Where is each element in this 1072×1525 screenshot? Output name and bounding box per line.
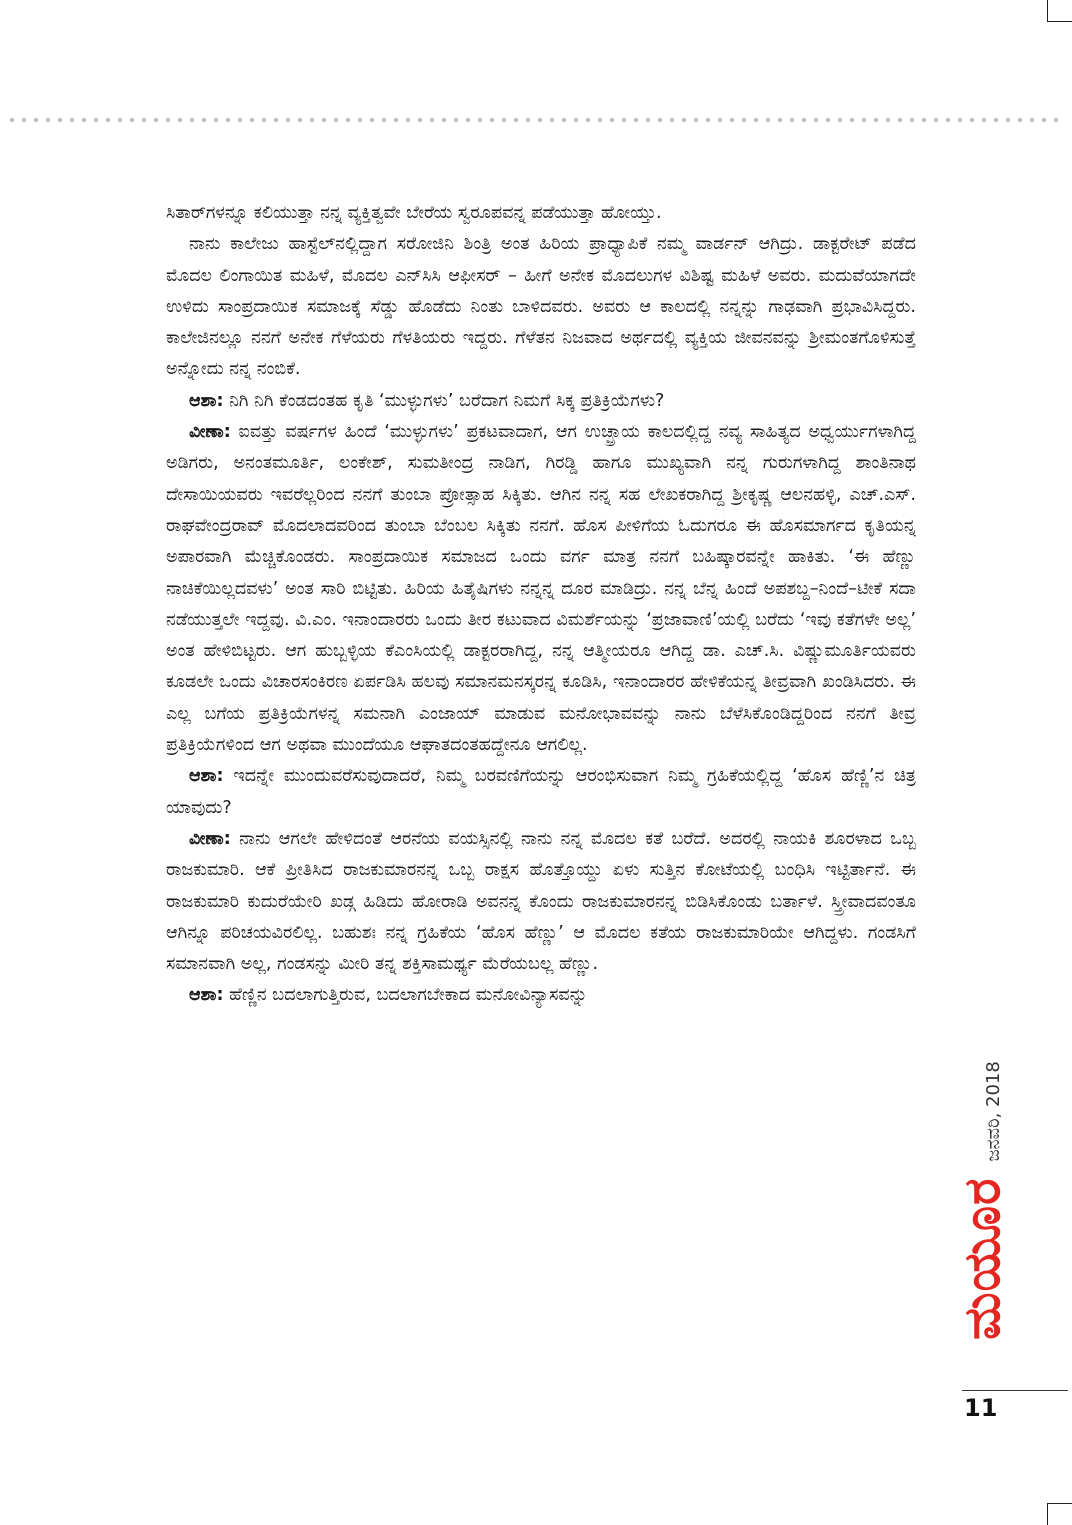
page-number-rule: [962, 1390, 1068, 1391]
magazine-sidebar: [953, 1061, 1012, 1340]
paragraph-text: ಸಿತಾರ್‌ಗಳನ್ನೂ ಕಲಿಯುತ್ತಾ ನನ್ನ ವ್ಯಕ್ತಿತ್ವವೇ ಬೇರೆಯ ಸ್ವರೂಪವನ್ನ ಪಡೆಯುತ್ತಾ ಹೋಯ್ತು.: [166, 203, 662, 223]
speaker-label: ಆಶಾ:: [189, 766, 224, 787]
question-paragraph: [166, 386, 916, 417]
article-body: [166, 198, 916, 1012]
answer-paragraph: [166, 417, 916, 761]
answer-paragraph: [166, 824, 916, 980]
speaker-label: ಆಶಾ:: [189, 390, 224, 411]
crop-mark-bottom: [1047, 1503, 1048, 1525]
paragraph-text: ನಾನು ಆಗಲೇ ಹೇಳಿದಂತೆ ಆರನೆಯ ವಯಸ್ಸಿನಲ್ಲಿ ನಾನು ನನ್ನ ಮೊದಲ ಕತೆ ಬರೆದೆ. ಅದರಲ್ಲಿ ನಾಯಕಿ ಶೂರಳಾದ ಒಬ್ಬ ರಾಜಕುಮಾರಿ. ಆಕೆ ಪ್ರೀತಿಸಿದ ರಾಜಕುಮಾರನನ್ನ ಒಬ್ಬ ರಾಕ್ಷಸ ಹೊತ್ತೊಯ್ದು ಏಳು ಸುತ್ತಿನ ಕೋಟೆಯಲ್ಲಿ ಬಂಧಿಸಿ ಇಟ್ಟಿರ್ತಾನೆ. ಈ ರಾಜಕುಮಾರಿ ಕುದುರೆಯೇರಿ ಖಡ್ಗ ಹಿಡಿದು ಹೋರಾಡಿ ಅವನನ್ನ ಕೊಂದು ರಾಜಕುಮಾರನನ್ನ ಬಿಡಿಸಿಕೊಂಡು ಬರ್ತಾಳೆ. ಸ್ತ್ರೀವಾದವಂತೂ ಆಗಿನ್ನೂ ಪರಿಚಯವಿರಲಿಲ್ಲ. ಬಹುಶಃ ನನ್ನ ಗ್ರಹಿಕೆಯ ‘ಹೊಸ ಹೆಣ್ಣು’ ಆ ಮೊದಲ ಕತೆಯ ರಾಜಕುಮಾರಿಯೇ ಆಗಿದ್ದಳು. ಗಂಡಸಿಗೆ ಸಮಾನವಾಗಿ ಅಲ್ಲ, ಗಂಡಸನ್ನು ಮೀರಿ ತನ್ನ ಶಕ್ತಿಸಾಮರ್ಥ್ಯ ಮೆರೆಯಬಲ್ಲ ಹೆಣ್ಣು.: [166, 828, 916, 975]
speaker-label: ಆಶಾ:: [189, 985, 224, 1006]
speaker-label: ವೀಣಾ:: [189, 422, 231, 443]
speaker-label: ವೀಣಾ:: [189, 828, 231, 849]
paragraph-text: ನಿಗಿ ನಿಗಿ ಕೆಂಡದಂತಹ ಕೃತಿ ‘ಮುಳ್ಳುಗಳು’ ಬರೆದಾಗ ನಿಮಗೆ ಸಿಕ್ಕ ಪ್ರತಿಕ್ರಿಯೆಗಳು?: [229, 390, 665, 411]
paragraph-text: ಹೆಣ್ಣಿನ ಬದಲಾಗುತ್ತಿರುವ, ಬದಲಾಗಬೇಕಾದ ಮನೋವಿನ್ಯಾಸವನ್ನು: [229, 985, 588, 1006]
dotted-divider: [6, 117, 1066, 123]
crop-mark-bottom-h: [1047, 1503, 1072, 1504]
paragraph: [166, 229, 916, 385]
issue-date: ಜನವರಿ, 2018: [983, 1061, 1004, 1162]
paragraph-text: ನಾನು ಕಾಲೇಜು ಹಾಸ್ಟೆಲ್‌ನಲ್ಲಿದ್ದಾಗ ಸರೋಜಿನಿ ಶಿಂತ್ರಿ ಅಂತ ಹಿರಿಯ ಪ್ರಾಧ್ಯಾಪಿಕೆ ನಮ್ಮ ವಾರ್ಡನ್ ಆಗಿದ್ರು. ಡಾಕ್ಟರೇಟ್ ಪಡೆದ ಮೊದಲ ಲಿಂಗಾಯಿತ ಮಹಿಳೆ, ಮೊದಲ ಎನ್‌ಸಿಸಿ ಆಫೀಸರ್ – ಹೀಗೆ ಅನೇಕ ಮೊದಲುಗಳ ವಿಶಿಷ್ಟ ಮಹಿಳೆ ಅವರು. ಮದುವೆಯಾಗದೇ ಉಳಿದು ಸಾಂಪ್ರದಾಯಿಕ ಸಮಾಜಕ್ಕೆ ಸೆಡ್ಡು ಹೊಡೆದು ನಿಂತು ಬಾಳಿದವರು. ಅವರು ಆ ಕಾಲದಲ್ಲಿ ನನ್ನನ್ನು ಗಾಢವಾಗಿ ಪ್ರಭಾವಿಸಿದ್ದರು. ಕಾಲೇಜಿನಲ್ಲೂ ನನಗೆ ಅನೇಕ ಗೆಳೆಯರು ಗೆಳತಿಯರು ಇದ್ದರು. ಗೆಳೆತನ ನಿಜವಾದ ಅರ್ಥದಲ್ಲಿ ವ್ಯಕ್ತಿಯ ಜೀವನವನ್ನು ಶ್ರೀಮಂತಗೊಳಿಸುತ್ತೆ ಅನ್ನೋದು ನನ್ನ ನಂಬಿಕೆ.: [166, 234, 916, 380]
crop-mark-top: [1047, 0, 1048, 22]
page-number: 11: [964, 1394, 998, 1422]
crop-mark-top-h: [1047, 21, 1072, 22]
paragraph-text: ಐವತ್ತು ವರ್ಷಗಳ ಹಿಂದೆ ‘ಮುಳ್ಳುಗಳು’ ಪ್ರಕಟವಾದಾಗ, ಆಗ ಉಚ್ಛ್ರಾಯ ಕಾಲದಲ್ಲಿದ್ದ ನವ್ಯ ಸಾಹಿತ್ಯದ ಅಧ್ವರ್ಯುಗಳಾಗಿದ್ದ ಅಡಿಗರು, ಅನಂತಮೂರ್ತಿ, ಲಂಕೇಶ್, ಸುಮತೀಂದ್ರ ನಾಡಿಗ, ಗಿರಡ್ಡಿ ಹಾಗೂ ಮುಖ್ಯವಾಗಿ ನನ್ನ ಗುರುಗಳಾಗಿದ್ದ ಶಾಂತಿನಾಥ ದೇಸಾಯಿಯವರು ಇವರೆಲ್ಲರಿಂದ ನನಗೆ ತುಂಬಾ ಪ್ರೋತ್ಸಾಹ ಸಿಕ್ಕಿತು. ಆಗಿನ ನನ್ನ ಸಹ ಲೇಖಕರಾಗಿದ್ದ ಶ್ರೀಕೃಷ್ಣ ಆಲನಹಳ್ಳಿ, ಎಚ್.ಎಸ್. ರಾಘವೇಂದ್ರರಾವ್ ಮೊದಲಾದವರಿಂದ ತುಂಬಾ ಬೆಂಬಲ ಸಿಕ್ಕಿತು ನನಗೆ. ಹೊಸ ಪೀಳಿಗೆಯ ಓದುಗರೂ ಈ ಹೊಸಮಾರ್ಗದ ಕೃತಿಯನ್ನ ಅಪಾರವಾಗಿ ಮೆಚ್ಚಿಕೊಂಡರು. ಸಾಂಪ್ರದಾಯಿಕ ಸಮಾಜದ ಒಂದು ವರ್ಗ ಮಾತ್ರ ನನಗೆ ಬಹಿಷ್ಕಾರವನ್ನೇ ಹಾಕಿತು. ‘ಈ ಹೆಣ್ಣು ನಾಚಿಕೆಯಿಲ್ಲದವಳು’ ಅಂತ ಸಾರಿ ಬಿಟ್ಟಿತು. ಹಿರಿಯ ಹಿತೈಷಿಗಳು ನನ್ನನ್ನ ದೂರ ಮಾಡಿದ್ರು. ನನ್ನ ಬೆನ್ನ ಹಿಂದೆ ಅಪಶಬ್ದ–ನಿಂದೆ–ಟೀಕೆ ಸದಾ ನಡೆಯುತ್ತಲೇ ಇದ್ದವು. ವಿ.ಎಂ. ಇನಾಂದಾರರು ಒಂದು ತೀರ ಕಟುವಾದ ವಿಮರ್ಶೆಯನ್ನು ‘ಪ್ರಜಾವಾಣಿ’ಯಲ್ಲಿ ಬರೆದು ‘ಇವು ಕತೆಗಳೇ ಅಲ್ಲ’ ಅಂತ ಹೇಳಿಬಿಟ್ಟರು. ಆಗ ಹುಬ್ಬಳ್ಳಿಯ ಕೆಎಂಸಿಯಲ್ಲಿ ಡಾಕ್ಟರರಾಗಿದ್ದ, ನನ್ನ ಆತ್ಮೀಯರೂ ಆಗಿದ್ದ ಡಾ. ಎಚ್.ಸಿ. ವಿಷ್ಣುಮೂರ್ತಿಯವರು ಕೂಡಲೇ ಒಂದು ವಿಚಾರಸಂಕಿರಣ ಏರ್ಪಡಿಸಿ ಹಲವು ಸಮಾನಮನಸ್ಕರನ್ನ ಕೂಡಿಸಿ, ಇನಾಂದಾರರ ಹೇಳಿಕೆಯನ್ನ ತೀವ್ರವಾಗಿ ಖಂಡಿಸಿದರು. ಈ ಎಲ್ಲ ಬಗೆಯ ಪ್ರತಿಕ್ರಿಯೆಗಳನ್ನ ಸಮನಾಗಿ ಎಂಜಾಯ್ ಮಾಡುವ ಮನೋಭಾವವನ್ನು ನಾನು ಬೆಳೆಸಿಕೊಂಡಿದ್ದರಿಂದ ನನಗೆ ತೀವ್ರ ಪ್ರತಿಕ್ರಿಯೆಗಳಿಂದ ಆಗ ಅಥವಾ ಮುಂದೆಯೂ ಆಘಾತದಂತಹದ್ದೇನೂ ಆಗಲಿಲ್ಲ.: [166, 422, 917, 756]
paragraph-text: ಇದನ್ನೇ ಮುಂದುವರೆಸುವುದಾದರೆ, ನಿಮ್ಮ ಬರವಣಿಗೆಯನ್ನು ಆರಂಭಿಸುವಾಗ ನಿಮ್ಮ ಗ್ರಹಿಕೆಯಲ್ಲಿದ್ದ ‘ಹೊಸ ಹೆಣ್ಣಿ’ನ ಚಿತ್ರ ಯಾವುದು?: [166, 766, 916, 818]
question-paragraph: [166, 980, 916, 1011]
question-paragraph: [166, 761, 916, 824]
magazine-logo: ಮಯೂರ: [953, 1177, 1011, 1340]
paragraph: [166, 198, 916, 229]
